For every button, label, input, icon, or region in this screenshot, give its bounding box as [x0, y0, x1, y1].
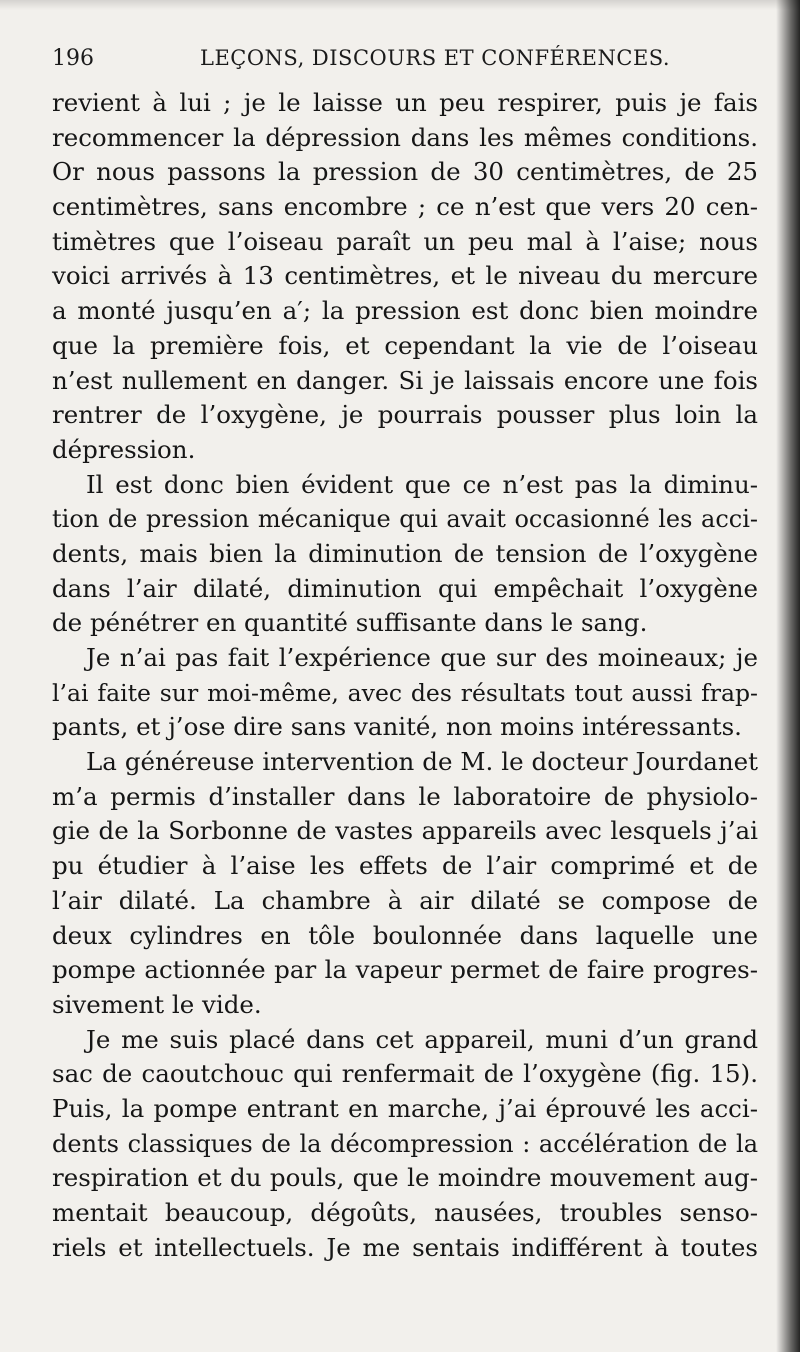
page-number: 196 [52, 46, 94, 71]
text-line: revient à lui ; je le laisse un peu respirer, puis je fais [52, 88, 758, 117]
text-line: gie de la Sorbonne de vastes appareils avec lesquels j’ai [52, 816, 758, 846]
page-edge-shadow [776, 0, 800, 1352]
text-line: sivement le vide. [52, 989, 262, 1019]
text-line: respiration et du pouls, que le moindre mouvement aug- [52, 1163, 758, 1193]
text-line: tion de pression mécanique qui avait occasionné les acci- [52, 505, 758, 534]
body-text [52, 86, 758, 1265]
text-line: centimètres, sans encombre ; ce n’est que vers 20 cen- [52, 192, 758, 222]
text-line: pompe actionnée par la vapeur permet de faire progres- [52, 955, 758, 985]
text-line: dents, mais bien la diminution de tension de l’oxygène [52, 538, 758, 568]
text-line: voici arrivés à 13 centimètres, et le niveau du mercure [52, 261, 758, 291]
text-line: l’ai faite sur moi-même, avec des résultats tout aussi frap- [52, 678, 758, 707]
running-title: LEÇONS, DISCOURS ET CONFÉRENCES. [200, 46, 671, 70]
text-line: Je n’ai pas fait l’expérience que sur des moineaux; je [86, 643, 758, 672]
text-line: Or nous passons la pression de 30 centimètres, de 25 [52, 157, 758, 187]
text-line: timètres que l’oiseau paraît un peu mal à l’aise; nous [52, 226, 758, 256]
text-line: l’air dilaté. La chambre à air dilaté se compose de [52, 885, 758, 915]
text-line: de pénétrer en quantité suffisante dans le sang. [52, 608, 648, 638]
page-header [52, 44, 762, 78]
text-line: deux cylindres en tôle boulonnée dans laquelle une [52, 920, 758, 950]
text-line: riels et intellectuels. Je me sentais indifférent à toutes [52, 1232, 758, 1262]
text-line: Puis, la pompe entrant en marche, j’ai éprouvé les acci- [52, 1093, 758, 1123]
text-line: recommencer la dépression dans les mêmes conditions. [52, 122, 758, 152]
text-line: La généreuse intervention de M. le docteur Jourdanet [86, 747, 758, 777]
text-line: pants, et j’ose dire sans vanité, non moins intéressants. [52, 712, 742, 742]
text-line: dépression. [52, 434, 196, 464]
text-line: Il est donc bien évident que ce n’est pas la diminu- [86, 469, 758, 499]
text-line: dents classiques de la décompression : accélération de la [52, 1129, 758, 1158]
text-line: m’a permis d’installer dans le laboratoire de physiolo- [52, 781, 758, 811]
text-line: mentait beaucoup, dégoûts, nausées, troubles senso- [52, 1198, 758, 1227]
text-line: sac de caoutchouc qui renfermait de l’oxygène (fig. 15). [52, 1059, 758, 1089]
text-line: pu étudier à l’aise les effets de l’air comprimé et de [52, 851, 758, 881]
text-line: Je me suis placé dans cet appareil, muni d’un grand [86, 1024, 758, 1054]
text-line: a monté jusqu’en a′; la pression est donc bien moindre [52, 296, 758, 326]
text-line: que la première fois, et cependant la vie de l’oiseau [52, 330, 758, 360]
text-line: rentrer de l’oxygène, je pourrais pousser plus loin la [52, 400, 758, 430]
page-top-shadow [0, 0, 800, 10]
text-line: dans l’air dilaté, diminution qui empêchait l’oxygène [52, 573, 758, 603]
text-line: n’est nullement en danger. Si je laissais encore une fois [52, 365, 758, 395]
